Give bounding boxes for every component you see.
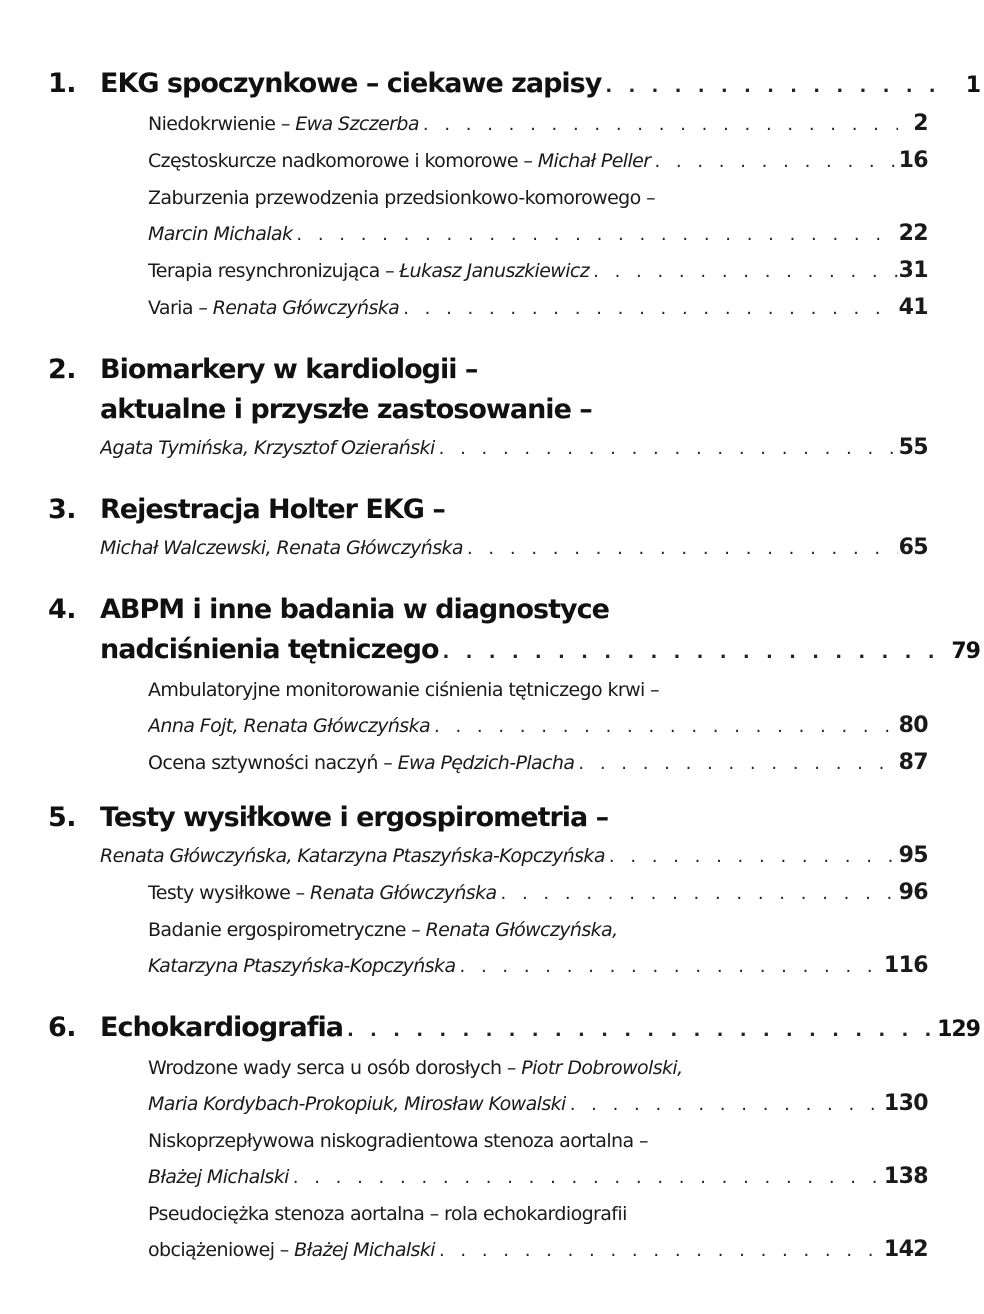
dot-leader (439, 633, 951, 673)
page-number: 95 (898, 843, 928, 868)
dot-leader (650, 144, 898, 180)
dot-leader (435, 1233, 884, 1269)
section-entry: Ocena sztywności naczyń – Ewa Pędzich-Placha . . . 87 (148, 745, 928, 782)
dot-leader (419, 107, 898, 143)
chapter-authors-row (100, 430, 928, 467)
dot-leader (601, 67, 950, 107)
page-number: 142 (883, 1237, 928, 1262)
chapter-5 (48, 798, 928, 985)
section-list (48, 1050, 928, 1269)
chapter-title: Rejestracja Holter EKG – (100, 494, 445, 525)
section-author: Ewa Szczerba (295, 113, 419, 135)
dot-leader (399, 291, 898, 327)
section-list (48, 672, 928, 782)
chapter-title: Testy wysiłkowe i ergospirometria – (100, 802, 609, 833)
section-author: Renata Główczyńska (310, 882, 497, 904)
page-number: 130 (883, 1091, 928, 1116)
chapter-authors: Michał Walczewski, Renata Główczyńska (100, 537, 463, 559)
chapter-1 (48, 64, 980, 327)
section-author: Anna Fojt, Renata Główczyńska (148, 715, 431, 737)
page-number: 80 (898, 713, 928, 738)
section-author: Katarzyna Ptaszyńska-Kopczyńska (148, 955, 456, 977)
section-list (48, 106, 928, 327)
chapter-authors: Renata Główczyńska, Katarzyna Ptaszyńska-Kopczyńska (100, 845, 605, 867)
chapter-number: 6. (48, 1012, 77, 1043)
section-entry: Testy wysiłkowe – Renata Główczyńska . . . 96 (148, 875, 928, 912)
section-title-line: Ambulatoryjne monitorowanie ciśnienia tętniczego krwi – (148, 679, 660, 701)
page-number: 65 (898, 535, 928, 560)
section-entry (148, 216, 928, 253)
section-title-line: Wrodzone wady serca u osób dorosłych – Piotr Dobrowolski, (148, 1057, 683, 1079)
chapter-title-row (100, 64, 980, 107)
page-number: 41 (898, 295, 928, 320)
chapter-title: ABPM i inne badania w diagnostyce (100, 594, 609, 625)
section-title-line: Badanie ergospirometryczne – Renata Główczyńska, (148, 919, 618, 941)
dot-leader (289, 1160, 884, 1196)
chapter-number: 5. (48, 802, 77, 833)
section-author: Łukasz Januszkiewicz (399, 260, 590, 282)
section-entry: Varia – Renata Główczyńska . . . 41 (148, 290, 928, 327)
chapter-authors-row (100, 530, 928, 567)
chapter-title: EKG spoczynkowe – ciekawe zapisy (100, 68, 602, 99)
page-number: 16 (898, 148, 928, 173)
chapter-number: 2. (48, 354, 77, 385)
section-author: Ewa Pędzich-Placha (397, 752, 575, 774)
chapter-title: Echokardiografia (100, 1012, 343, 1043)
page-number: 116 (883, 953, 928, 978)
chapter-authors: Agata Tymińska, Krzysztof Ozierański (100, 437, 435, 459)
section-entry (148, 1159, 928, 1196)
chapter-title-continued: nadciśnienia tętniczego (100, 634, 439, 665)
section-author: Marcin Michalak (148, 223, 293, 245)
section-entry (148, 708, 928, 745)
page-number: 55 (898, 435, 928, 460)
section-author: Renata Główczyńska, (425, 919, 618, 941)
section-title-line: Zaburzenia przewodzenia przedsionkowo-komorowego – (148, 187, 655, 209)
section-title-line: Pseudociężka stenoza aortalna – rola echokardiografii (148, 1203, 627, 1225)
dot-leader (435, 431, 898, 467)
chapter-6 (48, 1008, 980, 1269)
dot-leader (456, 949, 884, 985)
section-author: Renata Główczyńska (212, 297, 400, 319)
section-author: Maria Kordybach-Prokopiuk, Mirosław Kowalski (148, 1093, 566, 1115)
section-entry: obciążeniowej – Błażej Michalski . . . 142 (148, 1232, 928, 1269)
chapter-2 (48, 350, 928, 467)
dot-leader (566, 1087, 884, 1123)
section-author: Błażej Michalski (294, 1239, 435, 1261)
page-number: 2 (913, 111, 928, 136)
section-author: Piotr Dobrowolski, (521, 1057, 683, 1079)
dot-leader (463, 531, 898, 567)
section-entry (148, 1086, 928, 1123)
page-number: 87 (898, 750, 928, 775)
page-number: 129 (937, 1017, 980, 1042)
dot-leader (589, 254, 898, 290)
chapter-3 (48, 490, 928, 567)
chapter-number: 4. (48, 594, 77, 625)
section-entry: Niedokrwienie – Ewa Szczerba . . . 2 (148, 106, 928, 143)
page-number: 138 (883, 1164, 928, 1189)
section-author: Błażej Michalski (148, 1166, 289, 1188)
section-title-line: Niskoprzepływowa niskogradientowa stenoza aortalna – (148, 1130, 648, 1152)
page-number: 22 (898, 221, 928, 246)
chapter-number: 1. (48, 68, 77, 99)
chapter-4 (48, 590, 980, 782)
page-number: 96 (898, 880, 928, 905)
dot-leader (430, 709, 898, 745)
section-entry: Terapia resynchronizująca – Łukasz Januszkiewicz . . . 31 (148, 253, 928, 290)
section-list (48, 875, 928, 985)
chapter-authors-row (100, 838, 928, 875)
page-number: 1 (965, 73, 980, 98)
dot-leader (343, 1011, 937, 1051)
chapter-title: Biomarkery w kardiologii – (100, 354, 478, 385)
chapter-title-row (100, 630, 980, 673)
dot-leader (605, 839, 898, 875)
dot-leader (574, 746, 898, 782)
dot-leader (292, 217, 898, 253)
page-number: 31 (898, 258, 928, 283)
chapter-number: 3. (48, 494, 77, 525)
chapter-title-continued: aktualne i przyszłe zastosowanie – (100, 394, 592, 425)
section-entry: Częstoskurcze nadkomorowe i komorowe – Michał Peller . . . 16 (148, 143, 928, 180)
page-number: 79 (951, 639, 980, 664)
chapter-title-row (100, 1008, 980, 1051)
section-entry (148, 948, 928, 985)
section-author: Michał Peller (537, 150, 651, 172)
dot-leader (497, 876, 898, 912)
